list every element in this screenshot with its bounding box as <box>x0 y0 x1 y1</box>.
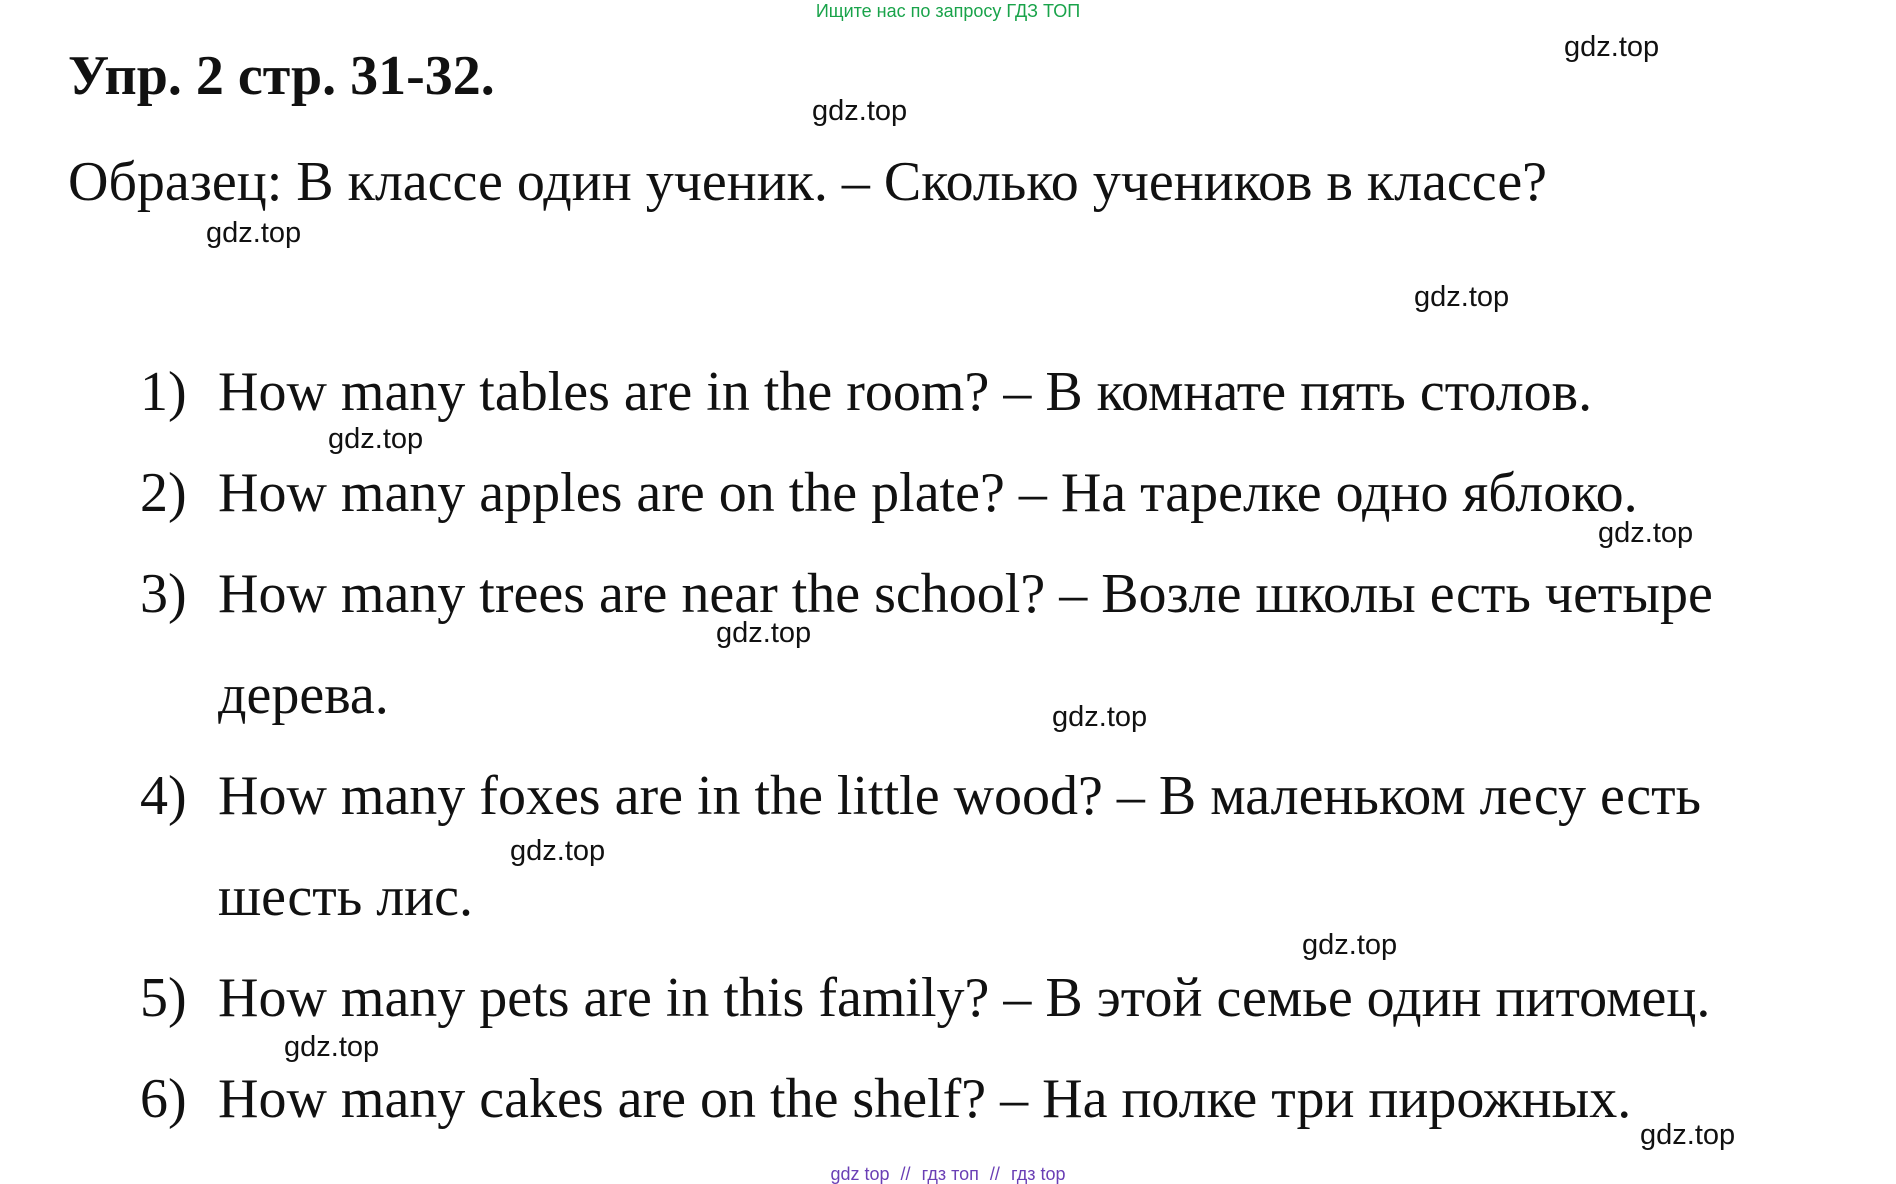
item-number: 1) <box>140 361 187 423</box>
list-item <box>140 1049 1800 1150</box>
list-item <box>140 443 1800 544</box>
watermark: gdz.top <box>812 95 908 127</box>
answer-list <box>140 342 1800 1150</box>
watermark: gdz.top <box>284 1031 380 1063</box>
list-item <box>140 948 1800 1049</box>
item-number: 6) <box>140 1068 187 1130</box>
item-text: How many foxes are in the little wood? – В маленьком лесу есть шесть лис. <box>218 765 1702 928</box>
watermark: gdz.top <box>1052 701 1148 733</box>
footer-separator: // <box>900 1164 911 1184</box>
watermark: gdz.top <box>1302 929 1398 961</box>
footer-link[interactable]: гдз top <box>1010 1164 1066 1184</box>
top-banner: Ищите нас по запросу ГДЗ ТОП <box>815 1 1081 21</box>
footer-separator: // <box>989 1164 1000 1184</box>
item-number: 3) <box>140 563 187 625</box>
item-text: How many apples are on the plate? – На тарелке одно яблоко. <box>218 462 1638 524</box>
item-number: 4) <box>140 765 187 827</box>
item-text: How many trees are near the school? – Возле школы есть четыре дерева. <box>218 563 1713 726</box>
item-number: 2) <box>140 462 187 524</box>
page-title: Упр. 2 стр. 31-32. <box>68 45 495 107</box>
watermark: gdz.top <box>510 835 606 867</box>
watermark: gdz.top <box>1640 1119 1736 1151</box>
item-text: How many pets are in this family? – В этой семье один питомец. <box>218 967 1711 1029</box>
sample-sentence: Образец: В классе один ученик. – Сколько учеников в классе? <box>68 151 1548 213</box>
watermark: gdz.top <box>1414 281 1510 313</box>
watermark: gdz.top <box>1564 31 1660 63</box>
watermark: gdz.top <box>328 423 424 455</box>
list-item <box>140 746 1800 948</box>
list-item <box>140 544 1800 746</box>
watermark: gdz.top <box>716 617 812 649</box>
watermark: gdz.top <box>206 217 302 249</box>
item-number: 5) <box>140 967 187 1029</box>
footer <box>0 1164 1896 1184</box>
footer-link[interactable]: гдз топ <box>921 1164 979 1184</box>
watermark: gdz.top <box>1598 517 1694 549</box>
footer-link[interactable]: gdz top <box>830 1164 890 1184</box>
item-text: How many tables are in the room? – В комнате пять столов. <box>218 361 1593 423</box>
item-text: How many cakes are on the shelf? – На полке три пирожных. <box>218 1068 1632 1130</box>
